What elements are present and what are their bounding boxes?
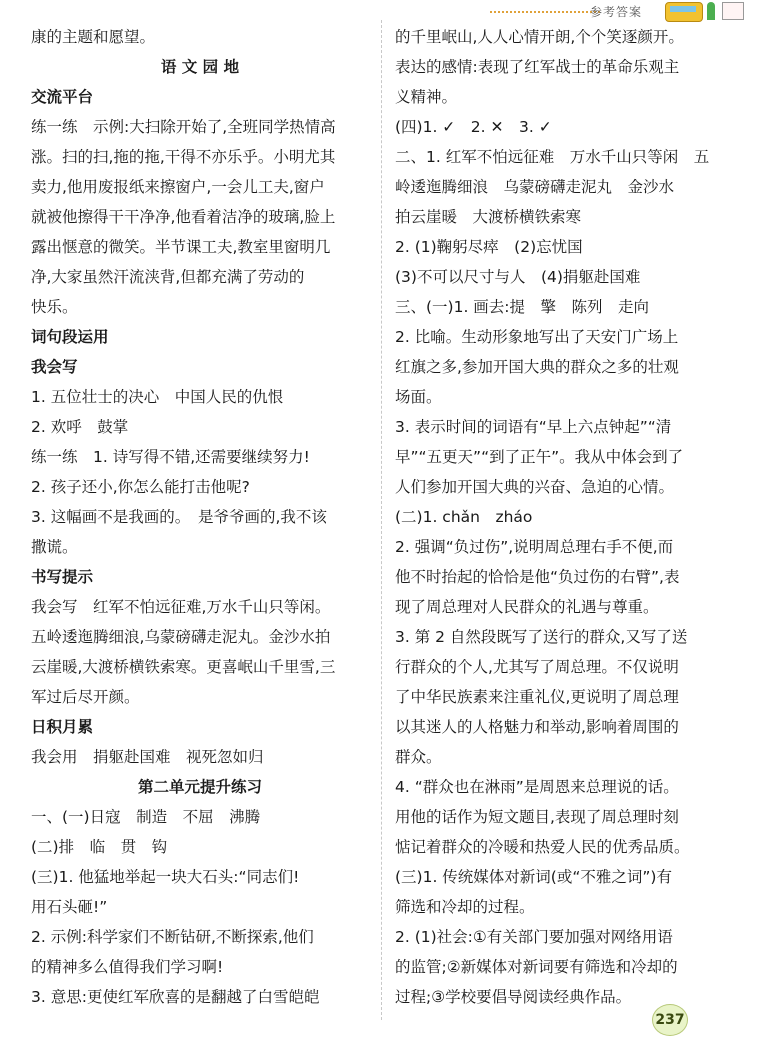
text-line: 五岭逶迤腾细浪,乌蒙磅礴走泥丸。金沙水拍 — [31, 628, 331, 646]
text-line: 以其迷人的人格魅力和举动,影响着周围的 — [395, 718, 679, 736]
house-icon — [722, 2, 744, 20]
text-line: 2. 比喻。生动形象地写出了天安门广场上 — [395, 328, 679, 346]
text-line: (二)排 临 贯 钩 — [31, 838, 168, 856]
text-line: 军过后尽开颜。 — [31, 688, 140, 706]
text-line: 过程;③学校要倡导阅读经典作品。 — [395, 988, 632, 1006]
dotted-line-decoration — [490, 11, 600, 15]
text-line: 2. 示例:科学家们不断钻研,不断探索,他们 — [31, 928, 314, 946]
text-line: 快乐。 — [31, 298, 78, 316]
text-line: 3. 表示时间的词语有“早上六点钟起”“清 — [395, 418, 672, 436]
text-line: 撒谎。 — [31, 538, 78, 556]
section-title: 语 文 园 地 — [160, 58, 240, 76]
text-line: 涨。扫的扫,拖的拖,干得不亦乐乎。小明尤其 — [31, 148, 336, 166]
text-line: 康的主题和愿望。 — [31, 28, 156, 46]
tree-icon — [707, 2, 715, 20]
text-line: 卖力,他用废报纸来擦窗户,一会儿工夫,窗户 — [31, 178, 325, 196]
text-line: 红旗之多,参加开国大典的群众之多的壮观 — [395, 358, 679, 376]
text-line: 的千里岷山,人人心情开朗,个个笑逐颜开。 — [395, 28, 684, 46]
text-line: 的精神多么值得我们学习啊! — [31, 958, 224, 976]
bus-icon — [665, 2, 703, 22]
text-line: 了中华民族素来注重礼仪,更说明了周总理 — [395, 688, 679, 706]
subsection-heading: 书写提示 — [31, 568, 94, 586]
text-line: 一、(一)日寇 制造 不屈 沸腾 — [31, 808, 261, 826]
text-line: 群众。 — [395, 748, 442, 766]
subsection-heading: 日积月累 — [31, 718, 94, 736]
text-line: 3. 第 2 自然段既写了送行的群众,又写了送 — [395, 628, 688, 646]
text-line: (三)1. 他猛地举起一块大石头:“同志们! — [31, 868, 300, 886]
text-line: 2. 强调“负过伤”,说明周总理右手不便,而 — [395, 538, 674, 556]
text-line: 用他的话作为短文题目,表现了周总理时刻 — [395, 808, 679, 826]
page-number: 237 — [652, 1004, 688, 1036]
text-line: 早”“五更天”“到了正午”。我从中体会到了 — [395, 448, 684, 466]
text-line: 露出惬意的微笑。半节课工夫,教室里窗明几 — [31, 238, 331, 256]
text-line: 2. 孩子还小,你怎么能打击他呢? — [31, 478, 250, 496]
text-line: 练一练 1. 诗写得不错,还需要继续努力! — [31, 448, 310, 466]
subsection-heading: 交流平台 — [31, 88, 94, 106]
text-line: 拍云崖暖 大渡桥横铁索寒 — [395, 208, 582, 226]
section-title: 第二单元提升练习 — [137, 778, 262, 796]
text-line: 云崖暖,大渡桥横铁索寒。更喜岷山千里雪,三 — [31, 658, 336, 676]
text-line: 场面。 — [395, 388, 442, 406]
text-line: (二)1. chǎn zháo — [395, 508, 533, 526]
text-line: 岭逶迤腾细浪 乌蒙磅礴走泥丸 金沙水 — [395, 178, 675, 196]
text-line: 表达的感情:表现了红军战士的革命乐观主 — [395, 58, 680, 76]
text-line: 2. (1)社会:①有关部门要加强对网络用语 — [395, 928, 673, 946]
text-line: (四)1. ✓ 2. ✕ 3. ✓ — [395, 118, 552, 136]
text-line: (三)1. 传统媒体对新词(或“不雅之词”)有 — [395, 868, 672, 886]
text-line: 练一练 示例:大扫除开始了,全班同学热情高 — [31, 118, 336, 136]
text-line: 三、(一)1. 画去:提 擎 陈列 走向 — [395, 298, 650, 316]
text-line: 我会写 红军不怕远征难,万水千山只等闲。 — [31, 598, 331, 616]
page-header — [460, 0, 762, 24]
text-line: 行群众的个人,尤其写了周总理。不仅说明 — [395, 658, 679, 676]
text-line: 4. “群众也在淋雨”是周恩来总理说的话。 — [395, 778, 679, 796]
column-divider — [381, 20, 382, 1020]
text-line: 2. 欢呼 鼓掌 — [31, 418, 129, 436]
text-line: 他不时抬起的恰恰是他“负过伤的右臂”,表 — [395, 568, 680, 586]
left-column — [31, 22, 369, 1012]
text-line: 2. (1)鞠躬尽瘁 (2)忘忧国 — [395, 238, 583, 256]
text-line: 3. 这幅画不是我画的。 是爷爷画的,我不该 — [31, 508, 327, 526]
subsection-heading: 我会写 — [31, 358, 78, 376]
text-line: 惦记着群众的冷暖和热爱人民的优秀品质。 — [395, 838, 690, 856]
text-line: 就被他擦得干干净净,他看着洁净的玻璃,脸上 — [31, 208, 336, 226]
text-line: 我会用 捐躯赴国难 视死忽如归 — [31, 748, 264, 766]
text-line: 筛选和冷却的过程。 — [395, 898, 535, 916]
header-label: 参考答案 — [590, 5, 643, 19]
text-line: 二、1. 红军不怕远征难 万水千山只等闲 五 — [395, 148, 710, 166]
text-line: 的监管;②新媒体对新词要有筛选和冷却的 — [395, 958, 678, 976]
subsection-heading: 词句段运用 — [31, 328, 109, 346]
text-line: 净,大家虽然汗流浃背,但都充满了劳动的 — [31, 268, 305, 286]
text-line: 义精神。 — [395, 88, 458, 106]
text-line: (3)不可以尺寸与人 (4)捐躯赴国难 — [395, 268, 641, 286]
right-column — [395, 22, 730, 1012]
text-line: 3. 意思:更使红军欣喜的是翻越了白雪皑皑 — [31, 988, 320, 1006]
text-line: 用石头砸!” — [31, 898, 108, 916]
text-line: 人们参加开国大典的兴奋、急迫的心情。 — [395, 478, 675, 496]
text-line: 现了周总理对人民群众的礼遇与尊重。 — [395, 598, 659, 616]
text-line: 1. 五位壮士的决心 中国人民的仇恨 — [31, 388, 284, 406]
